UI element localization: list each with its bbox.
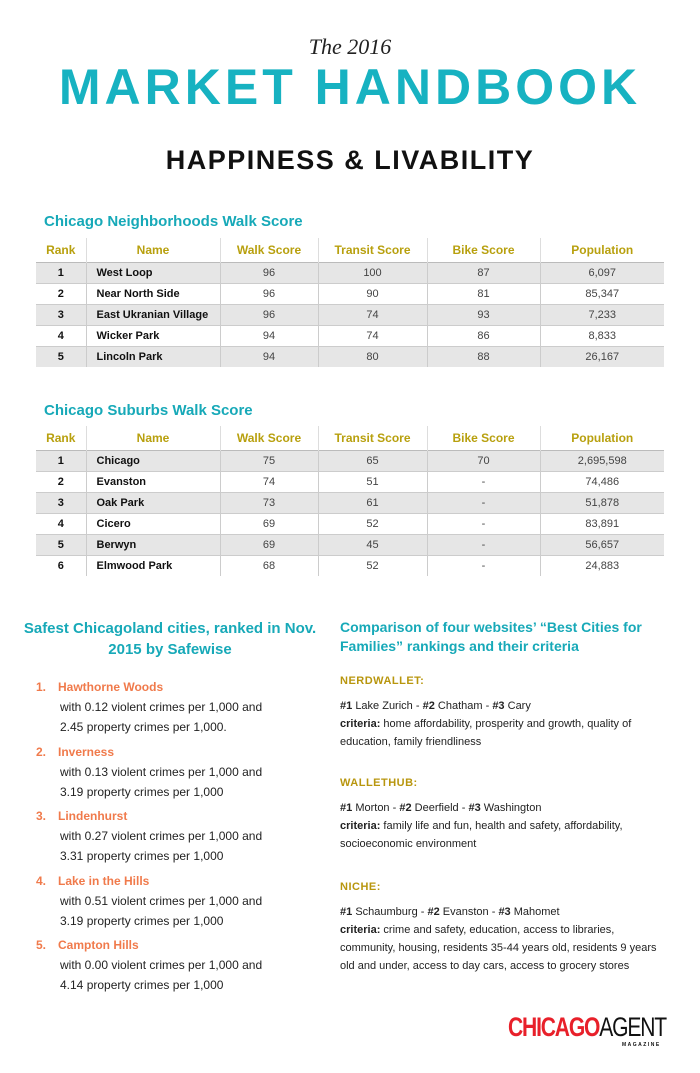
safe-city-item [36, 677, 326, 737]
neighborhoods-table-title: Chicago Neighborhoods Walk Score [44, 213, 303, 230]
table-cell: 6,097 [540, 262, 664, 283]
city: Cary [507, 700, 531, 712]
column-header: Transit Score [318, 238, 427, 262]
table-cell: Berwyn [86, 534, 220, 555]
column-header: Name [86, 238, 220, 262]
table-cell: 81 [427, 283, 540, 304]
table-cell: 26,167 [540, 346, 664, 367]
property-crimes: 3.19 property crimes per 1,000 [60, 784, 224, 799]
table-cell: 45 [318, 534, 427, 555]
table-row [36, 555, 664, 576]
table-cell: Cicero [86, 513, 220, 534]
table-cell: 74 [318, 304, 427, 325]
rank-number: 2. [36, 744, 47, 759]
table-cell: 2 [36, 471, 86, 492]
city: Chatham [437, 700, 483, 712]
table-cell: 100 [318, 262, 427, 283]
table-cell: 2,695,598 [540, 450, 664, 471]
city: Washington [483, 802, 542, 814]
rank-number: 3. [36, 809, 47, 823]
table-cell: 56,657 [540, 534, 664, 555]
table-cell: Chicago [86, 450, 220, 471]
section-title: HAPPINESS & LIVABILITY [165, 145, 535, 175]
column-header: Transit Score [318, 426, 427, 450]
column-header: Population [540, 238, 664, 262]
table-cell: 52 [318, 555, 427, 576]
table-cell: - [427, 555, 540, 576]
table-cell: 74 [220, 471, 318, 492]
city: Evanston [442, 906, 489, 918]
header-row [36, 238, 664, 262]
table-cell: 70 [427, 450, 540, 471]
handbook-title: MARKET HANDBOOK [58, 59, 642, 115]
city: Mahomet [513, 906, 560, 918]
table-cell: Elmwood Park [86, 555, 220, 576]
safe-city-item [36, 871, 326, 931]
city-name: Hawthorne Woods [58, 680, 164, 694]
table-cell: 90 [318, 283, 427, 304]
column-header: Population [540, 426, 664, 450]
table-cell: 4 [36, 325, 86, 346]
column-header: Name [86, 426, 220, 450]
year-label: The 2016 [308, 34, 392, 59]
violent-crimes: with 0.12 violent crimes per 1,000 and [60, 700, 263, 714]
table-cell: 96 [220, 283, 318, 304]
table-cell: - [427, 534, 540, 555]
comparison-title: Comparison of four websites’ “Best Cities for Families” rankings and their criteria [340, 619, 642, 654]
header-row [36, 426, 664, 450]
table-cell: 75 [220, 450, 318, 471]
rank-label: #1 [340, 802, 353, 814]
table-row [36, 346, 664, 367]
site-criteria [340, 921, 660, 975]
city-name: Inverness [58, 744, 115, 759]
criteria-text: home affordability, prosperity and growth, quality of education, family friendliness [340, 718, 632, 748]
site-name: WALLETHUB: [340, 777, 418, 789]
criteria-text: crime and safety, education, access to libraries, community, housing, residents 35-44 years old, residents 9 years old and under, access to day cars, access to grocery stores [340, 924, 657, 972]
logo-subtitle: MAGAZINE [622, 1042, 661, 1048]
table-cell: 61 [318, 492, 427, 513]
rank-label: #1 [340, 700, 353, 712]
table-cell: Lincoln Park [86, 346, 220, 367]
rank-label: #1 [340, 906, 353, 918]
table-cell: 3 [36, 304, 86, 325]
city-name: Lindenhurst [58, 809, 128, 823]
table-cell: 86 [427, 325, 540, 346]
table-cell: 51,878 [540, 492, 664, 513]
safe-city-item [36, 742, 326, 802]
column-header: Bike Score [427, 238, 540, 262]
table-cell: 85,347 [540, 283, 664, 304]
table-cell: 24,883 [540, 555, 664, 576]
column-header: Rank [46, 242, 76, 257]
violent-crimes: with 0.13 violent crimes per 1,000 and [60, 764, 263, 779]
table-cell: 69 [220, 534, 318, 555]
rank-label: #3 [492, 700, 505, 712]
table-cell: Oak Park [86, 492, 220, 513]
table-cell: 51 [318, 471, 427, 492]
criteria-text: family life and fun, health and safety, affordability, socioeconomic environment [340, 820, 623, 850]
table-cell: 65 [318, 450, 427, 471]
city: Schaumburg [355, 906, 418, 918]
table-cell: 4 [36, 513, 86, 534]
table-cell: 68 [220, 555, 318, 576]
logo-part2: AGENT [599, 1012, 666, 1042]
criteria-label: criteria: [340, 924, 381, 936]
table-cell: 94 [220, 346, 318, 367]
logo-part1: CHICAGO [508, 1012, 600, 1042]
city: Lake Zurich [355, 700, 413, 712]
table-cell: 93 [427, 304, 540, 325]
table-cell: Wicker Park [86, 325, 220, 346]
table-cell: 83,891 [540, 513, 664, 534]
site-ranking: #1 Morton - #2 Deerfield - #3 Washington [340, 802, 542, 814]
city-name: Campton Hills [58, 938, 139, 952]
table-cell: 94 [220, 325, 318, 346]
safe-city-item [36, 806, 326, 866]
property-crimes: 4.14 property crimes per 1,000 [60, 978, 224, 992]
rank-label: #2 [427, 906, 440, 918]
property-crimes: 2.45 property crimes per 1,000. [60, 720, 227, 734]
table-cell: 74,486 [540, 471, 664, 492]
table-row [36, 283, 664, 304]
site-name: NICHE: [340, 881, 381, 893]
neighborhoods-table [36, 238, 664, 367]
column-header: Bike Score [427, 426, 540, 450]
table-cell: 74 [318, 325, 427, 346]
rank-label: #2 [399, 802, 412, 814]
suburbs-table [36, 426, 664, 576]
table-cell: 1 [36, 450, 86, 471]
table-row [36, 534, 664, 555]
table-cell: 2 [36, 283, 86, 304]
site-block [340, 774, 660, 853]
table-cell: 5 [36, 346, 86, 367]
rank-number: 1. [36, 680, 47, 694]
table-cell: 80 [318, 346, 427, 367]
violent-crimes: with 0.00 violent crimes per 1,000 and [60, 958, 263, 972]
city-name: Lake in the Hills [58, 873, 150, 888]
property-crimes: 3.19 property crimes per 1,000 [60, 913, 224, 928]
table-cell: - [427, 492, 540, 513]
table-row [36, 513, 664, 534]
site-criteria [340, 817, 660, 853]
table-row [36, 325, 664, 346]
violent-crimes: with 0.27 violent crimes per 1,000 and [60, 829, 263, 843]
criteria-label: criteria: [340, 718, 381, 730]
table-cell: 96 [220, 304, 318, 325]
column-header: Rank [46, 430, 76, 445]
criteria-label: criteria: [340, 820, 381, 832]
chicago-agent-logo [508, 1012, 666, 1043]
suburbs-table-title: Chicago Suburbs Walk Score [44, 402, 253, 419]
city: Morton [355, 802, 390, 814]
table-cell: 52 [318, 513, 427, 534]
table-row [36, 304, 664, 325]
table-cell: 3 [36, 492, 86, 513]
table-cell: 69 [220, 513, 318, 534]
site-ranking: #1 Lake Zurich - #2 Chatham - #3 Cary [340, 700, 531, 712]
site-name: NERDWALLET: [340, 675, 425, 687]
rank-label: #2 [422, 700, 435, 712]
rank-number: 5. [36, 938, 47, 952]
property-crimes: 3.31 property crimes per 1,000 [60, 849, 224, 863]
safe-city-item [36, 935, 326, 995]
table-cell: 8,833 [540, 325, 664, 346]
site-block [340, 878, 660, 975]
table-cell: 5 [36, 534, 86, 555]
city: Deerfield [414, 802, 459, 814]
table-cell: 96 [220, 262, 318, 283]
rank-label: #3 [498, 906, 511, 918]
table-cell: 88 [427, 346, 540, 367]
table-cell: 87 [427, 262, 540, 283]
violent-crimes: with 0.51 violent crimes per 1,000 and [60, 893, 263, 908]
table-row [36, 450, 664, 471]
table-cell: 6 [36, 555, 86, 576]
table-cell: West Loop [86, 262, 220, 283]
table-cell: East Ukranian Village [86, 304, 220, 325]
table-row [36, 471, 664, 492]
table-row [36, 262, 664, 283]
site-ranking: #1 Schaumburg - #2 Evanston - #3 Mahomet [340, 906, 560, 918]
table-cell: - [427, 471, 540, 492]
site-criteria [340, 715, 660, 751]
column-header: Walk Score [220, 238, 318, 262]
table-row [36, 492, 664, 513]
table-cell: 73 [220, 492, 318, 513]
rank-number: 4. [36, 873, 47, 888]
table-cell: 1 [36, 262, 86, 283]
table-cell: - [427, 513, 540, 534]
column-header: Walk Score [220, 426, 318, 450]
safest-cities-title: Safest Chicagoland cities, ranked in Nov. 2015 by Safewise [23, 620, 317, 658]
table-cell: Near North Side [86, 283, 220, 304]
table-cell: 7,233 [540, 304, 664, 325]
rank-label: #3 [468, 802, 481, 814]
table-cell: Evanston [86, 471, 220, 492]
site-block [340, 672, 660, 751]
